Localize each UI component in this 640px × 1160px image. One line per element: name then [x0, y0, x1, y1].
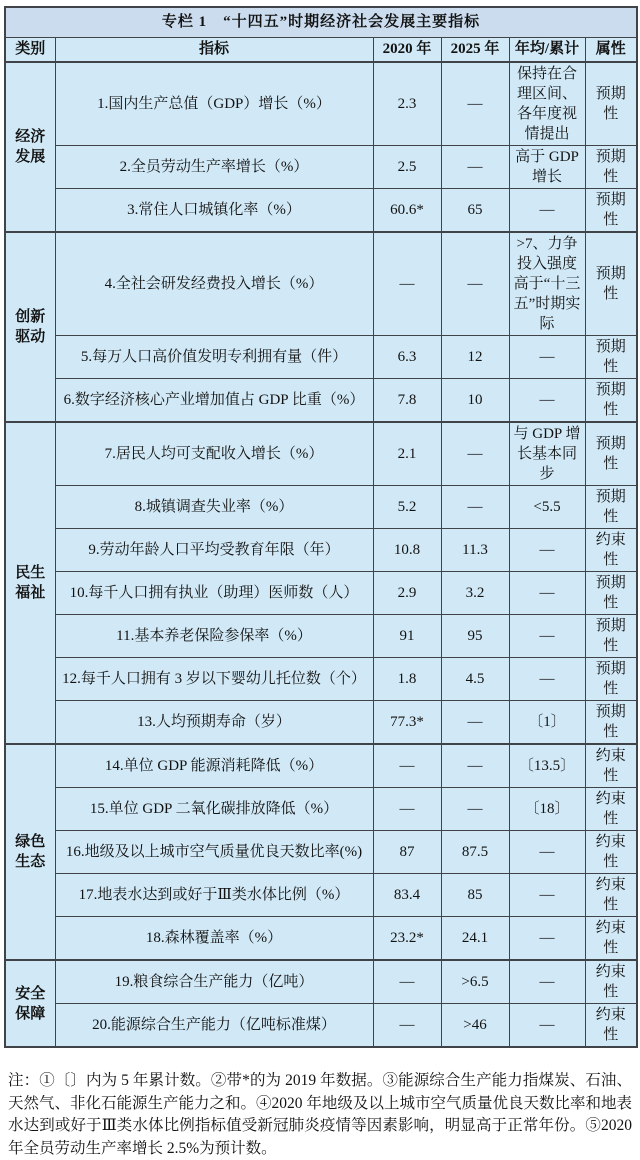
attribute-cell: 约束性	[585, 529, 637, 572]
table-row	[5, 486, 637, 529]
value-2020-cell: 2.1	[373, 422, 441, 486]
table-row	[5, 572, 637, 615]
value-2025-cell: 12	[441, 336, 509, 379]
value-2020-cell: 7.8	[373, 379, 441, 423]
attribute-cell: 约束性	[585, 744, 637, 788]
value-2020-cell: 2.5	[373, 146, 441, 189]
indicator-cell: 17.地表水达到或好于Ⅲ类水体比例（%）	[55, 874, 373, 917]
table-row	[5, 189, 637, 233]
annual-cumulative-cell: —	[509, 615, 585, 658]
value-2020-cell: 2.9	[373, 572, 441, 615]
annual-cumulative-cell: 〔18〕	[509, 788, 585, 831]
indicator-cell: 16.地级及以上城市空气质量优良天数比率(%)	[55, 831, 373, 874]
indicator-cell: 1.国内生产总值（GDP）增长（%）	[55, 62, 373, 146]
column-header-annual: 年均/累计	[509, 37, 585, 62]
table-title: 专栏 1 “十四五”时期经济社会发展主要指标	[5, 7, 637, 37]
indicator-cell: 20.能源综合生产能力（亿吨标准煤）	[55, 1004, 373, 1048]
indicator-cell: 13.人均预期寿命（岁）	[55, 701, 373, 745]
annual-cumulative-cell: 〔1〕	[509, 701, 585, 745]
table-row	[5, 336, 637, 379]
value-2025-cell: >6.5	[441, 960, 509, 1004]
column-header-indicator: 指标	[55, 37, 373, 62]
table-row	[5, 232, 637, 336]
indicator-cell: 11.基本养老保险参保率（%）	[55, 615, 373, 658]
indicator-cell: 6.数字经济核心产业增加值占 GDP 比重（%）	[55, 379, 373, 423]
table-row	[5, 788, 637, 831]
annual-cumulative-cell: >7、力争投入强度高于“十三五”时期实际	[509, 232, 585, 336]
indicator-cell: 7.居民人均可支配收入增长（%）	[55, 422, 373, 486]
attribute-cell: 预期性	[585, 615, 637, 658]
table-row	[5, 917, 637, 961]
value-2025-cell: 10	[441, 379, 509, 423]
attribute-cell: 约束性	[585, 831, 637, 874]
table-row	[5, 960, 637, 1004]
value-2020-cell: 6.3	[373, 336, 441, 379]
attribute-cell: 约束性	[585, 917, 637, 961]
value-2020-cell: 23.2*	[373, 917, 441, 961]
category-cell: 民生福祉	[5, 422, 55, 744]
attribute-cell: 预期性	[585, 189, 637, 233]
column-header-2020: 2020 年	[373, 37, 441, 62]
indicator-cell: 14.单位 GDP 能源消耗降低（%）	[55, 744, 373, 788]
annual-cumulative-cell: —	[509, 831, 585, 874]
indicator-cell: 8.城镇调查失业率（%）	[55, 486, 373, 529]
annual-cumulative-cell: —	[509, 572, 585, 615]
table-row	[5, 146, 637, 189]
table-row	[5, 379, 637, 423]
value-2025-cell: —	[441, 146, 509, 189]
value-2025-cell: —	[441, 232, 509, 336]
category-cell: 创新驱动	[5, 232, 55, 422]
indicator-cell: 3.常住人口城镇化率（%）	[55, 189, 373, 233]
footnote: 注：①〔〕内为 5 年累计数。②带*的为 2019 年数据。③能源综合生产能力指煤炭、石油、天然气、非化石能源生产能力之和。④2020 年地级及以上城市空气质量优良天数比率和地表水达到或好于Ⅲ类水体比例指标值受新冠肺炎疫情等因素影响，明显高于正常年份。⑤2020 年全员劳动生产率增长 2.5%为预计数。	[8, 1072, 632, 1157]
attribute-cell: 预期性	[585, 701, 637, 745]
value-2025-cell: 4.5	[441, 658, 509, 701]
value-2020-cell: 83.4	[373, 874, 441, 917]
annual-cumulative-cell: —	[509, 917, 585, 961]
table-title-row	[5, 7, 637, 37]
table-row	[5, 529, 637, 572]
indicator-cell: 15.单位 GDP 二氧化碳排放降低（%）	[55, 788, 373, 831]
category-cell: 绿色生态	[5, 744, 55, 960]
annual-cumulative-cell: —	[509, 336, 585, 379]
annual-cumulative-cell: —	[509, 1004, 585, 1048]
column-header-attribute: 属性	[585, 37, 637, 62]
table-row	[5, 1004, 637, 1048]
indicator-cell: 4.全社会研发经费投入增长（%）	[55, 232, 373, 336]
table-row	[5, 744, 637, 788]
annual-cumulative-cell: 〔13.5〕	[509, 744, 585, 788]
table-row	[5, 831, 637, 874]
table-row	[5, 422, 637, 486]
value-2020-cell: —	[373, 960, 441, 1004]
table-row	[5, 62, 637, 146]
table-row	[5, 701, 637, 745]
value-2025-cell: >46	[441, 1004, 509, 1048]
table-row	[5, 615, 637, 658]
column-header-2025: 2025 年	[441, 37, 509, 62]
value-2020-cell: 5.2	[373, 486, 441, 529]
annual-cumulative-cell: —	[509, 874, 585, 917]
category-cell: 经济发展	[5, 62, 55, 232]
value-2025-cell: 87.5	[441, 831, 509, 874]
attribute-cell: 预期性	[585, 62, 637, 146]
value-2025-cell: —	[441, 788, 509, 831]
value-2020-cell: 91	[373, 615, 441, 658]
value-2020-cell: 10.8	[373, 529, 441, 572]
category-cell: 安全保障	[5, 960, 55, 1047]
value-2025-cell: 11.3	[441, 529, 509, 572]
value-2025-cell: 3.2	[441, 572, 509, 615]
value-2020-cell: 2.3	[373, 62, 441, 146]
value-2020-cell: —	[373, 232, 441, 336]
table-body	[5, 62, 637, 1047]
value-2020-cell: —	[373, 744, 441, 788]
annual-cumulative-cell: —	[509, 379, 585, 423]
value-2025-cell: —	[441, 486, 509, 529]
table-header-row	[5, 37, 637, 62]
attribute-cell: 预期性	[585, 232, 637, 336]
annual-cumulative-cell: —	[509, 529, 585, 572]
annual-cumulative-cell: —	[509, 960, 585, 1004]
indicator-cell: 12.每千人口拥有 3 岁以下婴幼儿托位数（个）	[55, 658, 373, 701]
attribute-cell: 预期性	[585, 336, 637, 379]
indicator-cell: 18.森林覆盖率（%）	[55, 917, 373, 961]
value-2025-cell: 95	[441, 615, 509, 658]
value-2020-cell: —	[373, 788, 441, 831]
table-row	[5, 658, 637, 701]
attribute-cell: 约束性	[585, 1004, 637, 1048]
attribute-cell: 约束性	[585, 788, 637, 831]
indicator-cell: 2.全员劳动生产率增长（%）	[55, 146, 373, 189]
column-header-category: 类别	[5, 37, 55, 62]
annual-cumulative-cell: —	[509, 189, 585, 233]
attribute-cell: 预期性	[585, 379, 637, 423]
attribute-cell: 预期性	[585, 486, 637, 529]
annual-cumulative-cell: 保持在合理区间、各年度视情提出	[509, 62, 585, 146]
indicator-cell: 5.每万人口高价值发明专利拥有量（件）	[55, 336, 373, 379]
indicator-cell: 9.劳动年龄人口平均受教育年限（年）	[55, 529, 373, 572]
value-2025-cell: —	[441, 701, 509, 745]
attribute-cell: 预期性	[585, 422, 637, 486]
annual-cumulative-cell: 与 GDP 增长基本同步	[509, 422, 585, 486]
attribute-cell: 约束性	[585, 874, 637, 917]
annual-cumulative-cell: <5.5	[509, 486, 585, 529]
indicator-cell: 19.粮食综合生产能力（亿吨）	[55, 960, 373, 1004]
value-2025-cell: —	[441, 62, 509, 146]
value-2020-cell: 77.3*	[373, 701, 441, 745]
attribute-cell: 预期性	[585, 146, 637, 189]
value-2025-cell: 85	[441, 874, 509, 917]
value-2025-cell: —	[441, 744, 509, 788]
indicator-cell: 10.每千人口拥有执业（助理）医师数（人）	[55, 572, 373, 615]
value-2020-cell: 1.8	[373, 658, 441, 701]
attribute-cell: 约束性	[585, 960, 637, 1004]
table-row	[5, 874, 637, 917]
value-2025-cell: 24.1	[441, 917, 509, 961]
value-2020-cell: —	[373, 1004, 441, 1048]
value-2020-cell: 60.6*	[373, 189, 441, 233]
annual-cumulative-cell: 高于 GDP 增长	[509, 146, 585, 189]
annual-cumulative-cell: —	[509, 658, 585, 701]
value-2025-cell: —	[441, 422, 509, 486]
value-2020-cell: 87	[373, 831, 441, 874]
attribute-cell: 预期性	[585, 658, 637, 701]
attribute-cell: 预期性	[585, 572, 637, 615]
indicators-table	[4, 6, 638, 1048]
value-2025-cell: 65	[441, 189, 509, 233]
